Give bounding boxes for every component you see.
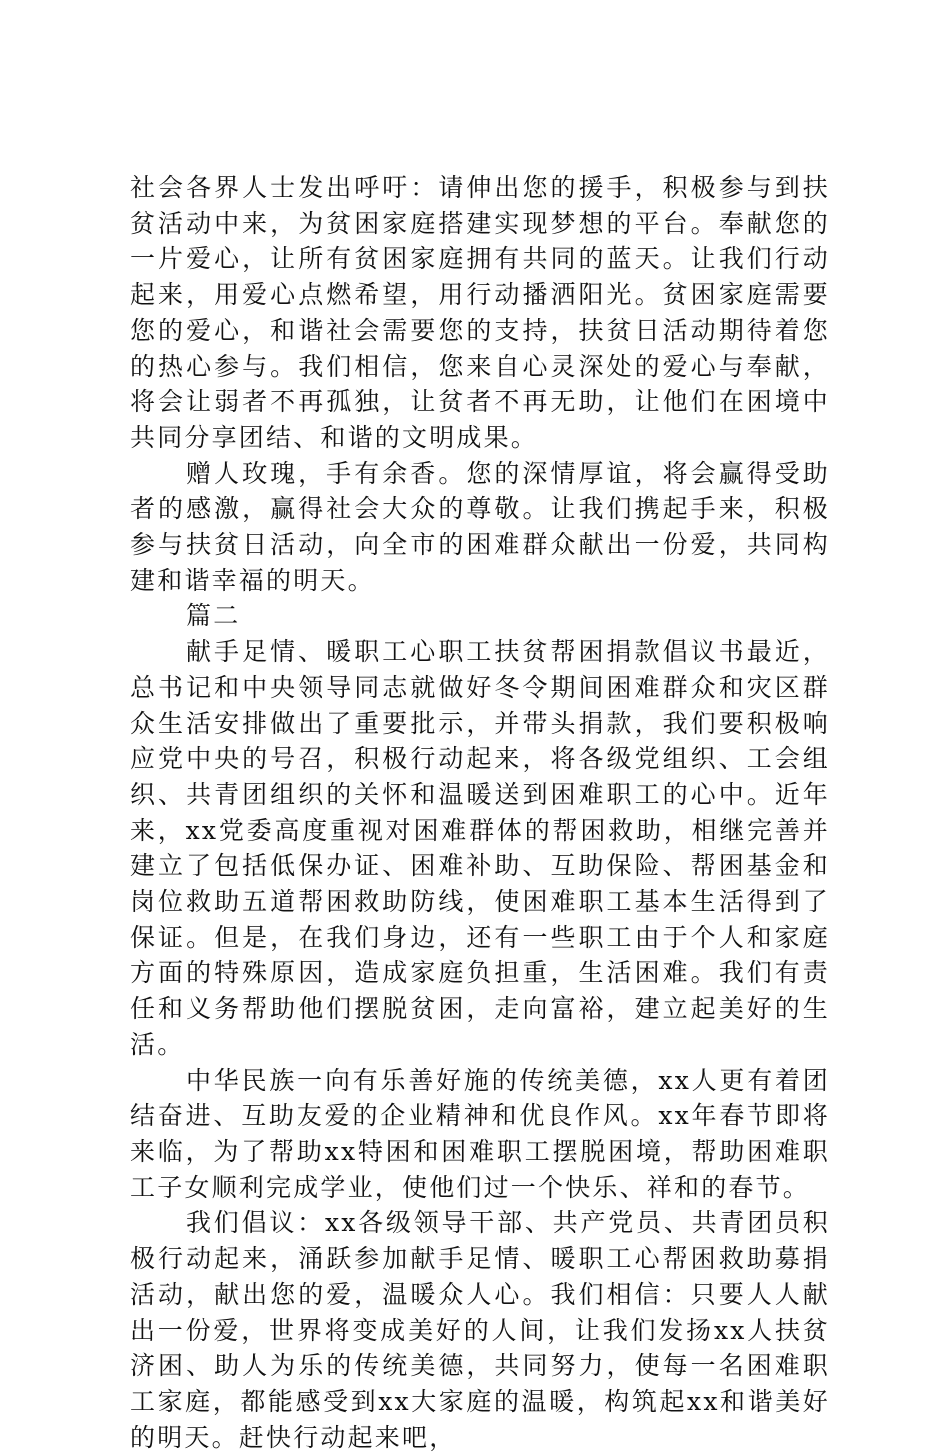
paragraph-virtue: 中华民族一向有乐善好施的传统美德，xx人更有着团结奋进、互助友爱的企业精神和优良作风。xx年春节即将来临，为了帮助xx特困和困难职工摆脱困境，帮助困难职工子女顺利完成学业，使他们过一个快乐、祥和的春节。 (130, 1065, 830, 1202)
paragraph-proposal-intro: 献手足情、暖职工心职工扶贫帮困捐款倡议书最近，总书记和中央领导同志就做好冬令期间困难群众和灾区群众生活安排做出了重要批示，并带头捐款，我们要积极响应党中央的号召，积极行动起来，将各级党组织、工会组织、共青团组织的关怀和温暖送到困难职工的心中。近年来，xx党委高度重视对困难群体的帮困救助，相继完善并建立了包括低保办证、困难补助、互助保险、帮困基金和岗位救助五道帮困救助防线，使困难职工基本生活得到了保证。但是，在我们身边，还有一些职工由于个人和家庭方面的特殊原因，造成家庭负担重，生活困难。我们有责任和义务帮助他们摆脱贫困，走向富裕，建立起美好的生活。 (130, 637, 830, 1059)
paragraph-continuation: 社会各界人士发出呼吁：请伸出您的援手，积极参与到扶贫活动中来，为贫困家庭搭建实现梦想的平台。奉献您的一片爱心，让所有贫困家庭拥有共同的蓝天。让我们行动起来，用爱心点燃希望，用行动播洒阳光。贫困家庭需要您的爱心，和谐社会需要您的支持，扶贫日活动期待着您的热心参与。我们相信，您来自心灵深处的爱心与奉献，将会让弱者不再孤独，让贫者不再无助，让他们在困境中共同分享团结、和谐的文明成果。 (130, 173, 830, 452)
paragraph-call-to-action: 我们倡议：xx各级领导干部、共产党员、共青团员积极行动起来，涌跃参加献手足情、暖职工心帮困救助募捐活动，献出您的爱，温暖众人心。我们相信：只要人人献出一份爱，世界将变成美好的人间，让我们发扬xx人扶贫济困、助人为乐的传统美德，共同努力，使每一名困难职工家庭，都能感受到xx大家庭的温暖，构筑起xx和谐美好的明天。赶快行动起来吧， (130, 1208, 830, 1452)
document-body (130, 170, 830, 1455)
section-heading: 篇二 (186, 601, 241, 631)
paragraph-roses: 赠人玫瑰，手有余香。您的深情厚谊，将会赢得受助者的感激，赢得社会大众的尊敬。让我们携起手来，积极参与扶贫日活动，向全市的困难群众献出一份爱，共同构建和谐幸福的明天。 (130, 458, 830, 595)
